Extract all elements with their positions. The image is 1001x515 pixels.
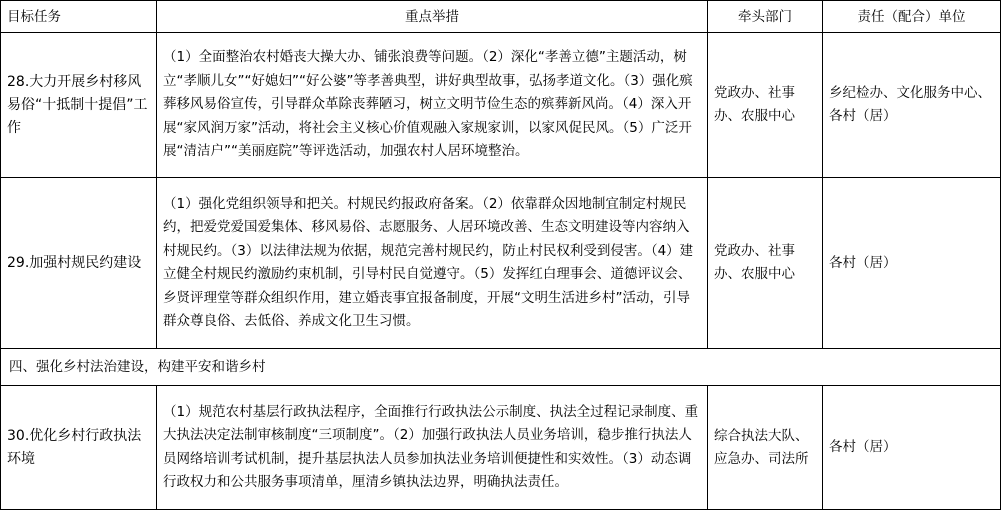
header-row	[1, 1, 1001, 33]
lead-dept-cell: 党政办、社事办、农服中心	[708, 33, 823, 178]
lead-dept-cell: 综合执法大队、应急办、司法所	[708, 386, 823, 510]
table-row	[1, 178, 1001, 349]
measures-cell: （1）规范农村基层行政执法程序，全面推行行政执法公示制度、执法全过程记录制度、重大执法决定法制审核制度“三项制度”。（2）加强行政执法人员业务培训，稳步推行执法人员网络培训考试机制，提升基层执法人员参加执法业务培训便捷性和实效性。（3）动态调行政权力和公共服务事项清单，厘清乡镇执法边界，明确执法责任。	[157, 386, 708, 510]
goal-cell: 29.加强村规民约建设	[1, 178, 157, 349]
header-measures: 重点举措	[157, 1, 708, 33]
header-responsible-unit: 责任（配合）单位	[823, 1, 1001, 33]
header-goal: 目标任务	[1, 1, 157, 33]
lead-dept-cell: 党政办、社事办、农服中心	[708, 178, 823, 349]
section-row	[1, 349, 1001, 386]
header-lead-dept: 牵头部门	[708, 1, 823, 33]
responsible-unit-cell: 各村（居）	[823, 178, 1001, 349]
measures-cell: （1）全面整治农村婚丧大操大办、铺张浪费等问题。（2）深化“孝善立德”主题活动，树立“孝顺儿女”“好媳妇”“好公婆”等孝善典型，讲好典型故事，弘扬孝道文化。（3）强化殡葬移风易俗宣传，引导群众革除丧葬陋习，树立文明节俭生态的殡葬新风尚。（4）深入开展“家风润万家”活动，将社会主义核心价值观融入家规家训，以家风促民风。（5）广泛开展“清洁户”“美丽庭院”等评选活动，加强农村人居环境整治。	[157, 33, 708, 178]
table-row	[1, 33, 1001, 178]
responsible-unit-cell: 乡纪检办、文化服务中心、各村（居）	[823, 33, 1001, 178]
section-heading: 四、强化乡村法治建设，构建平安和谐乡村	[1, 349, 1001, 386]
goal-cell: 30.优化乡村行政执法环境	[1, 386, 157, 510]
measures-cell: （1）强化党组织领导和把关。村规民约报政府备案。（2）依靠群众因地制宜制定村规民约，把爱党爱国爱集体、移风易俗、志愿服务、人居环境改善、生态文明建设等内容纳入村规民约。（3）以法律法规为依据，规范完善村规民约，防止村民权利受到侵害。（4）建立健全村规民约激励约束机制，引导村民自觉遵守。（5）发挥红白理事会、道德评议会、乡贤评理堂等群众组织作用，建立婚丧事宜报备制度，开展“文明生活进乡村”活动，引导群众尊良俗、去低俗、养成文化卫生习惯。	[157, 178, 708, 349]
responsible-unit-cell: 各村（居）	[823, 386, 1001, 510]
table-row	[1, 386, 1001, 510]
goal-cell: 28.大力开展乡村移风易俗“十抵制十提倡”工作	[1, 33, 157, 178]
